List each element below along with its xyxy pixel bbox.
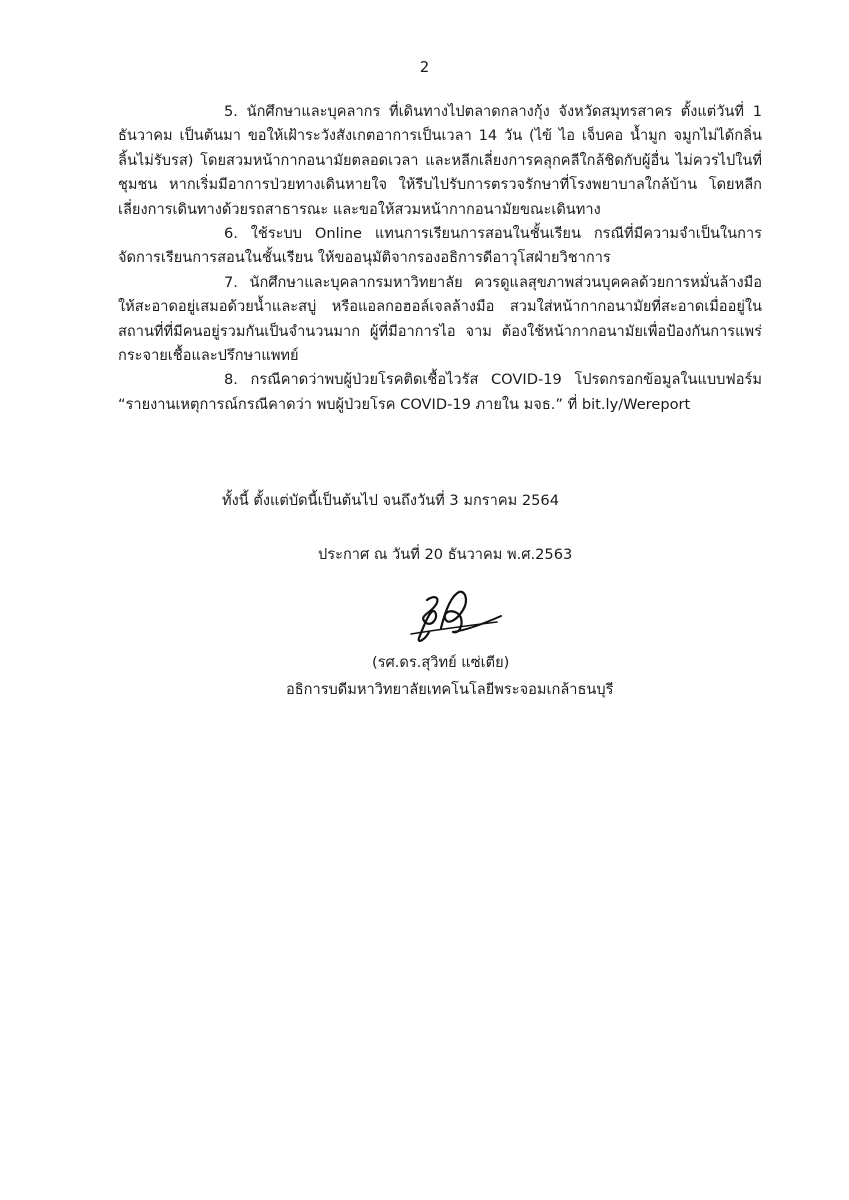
paragraph-item-5: 5. นักศึกษาและบุคลากร ที่เดินทางไปตลาดกลางกุ้ง จังหวัดสมุทรสาคร ตั้งแต่วันที่ 1 ธันวาคม เป็นต้นมา ขอให้เฝ้าระวังสังเกตอาการเป็นเวลา 14 วัน (ไข้ ไอ เจ็บคอ น้ำมูก จมูกไม่ได้กลิ่น ลิ้นไม่รับรส) โดยสวมหน้ากากอนามัยตลอดเวลา และหลีกเลี่ยงการคลุกคลีใกล้ชิดกับผู้อื่น ไม่ควรไปในที่ชุมชน หากเริ่มมีอาการป่วยทางเดินหายใจ ให้รีบไปรับการตรวจรักษาที่โรงพยาบาลใกล้บ้าน โดยหลีกเลี่ยงการเดินทางด้วยรถสาธารณะ และขอให้สวมหน้ากากอนามัยขณะเดินทาง <box>118 103 762 218</box>
announcement-date: ประกาศ ณ วันที่ 20 ธันวาคม พ.ศ.2563 <box>318 546 573 563</box>
signatory-position: อธิการบดีมหาวิทยาลัยเทคโนโลยีพระจอมเกล้าธนบุรี <box>286 681 614 698</box>
paragraph-item-7: 7. นักศึกษาและบุคลากรมหาวิทยาลัย ควรดูแลสุขภาพส่วนบุคคลด้วยการหมั่นล้างมือให้สะอาดอยู่เสมอด้วยน้ำและสบู่ หรือแอลกอฮอล์เจลล้างมือ สวมใส่หน้ากากอนามัยที่สะอาดเมื่ออยู่ในสถานที่ที่มีคนอยู่รวมกันเป็นจำนวนมาก ผู้ที่มีอาการไอ จาม ต้องใช้หน้ากากอนามัยเพื่อป้องกันการแพร่กระจายเชื้อและปรึกษาแพทย์ <box>118 273 762 365</box>
page-number: 2 <box>419 58 430 76</box>
effective-period-statement: ทั้งนี้ ตั้งแต่บัดนี้เป็นต้นไป จนถึงวันที่ 3 มกราคม 2564 <box>222 492 559 509</box>
signatory-name: (รศ.ดร.สุวิทย์ แซ่เตีย) <box>372 654 510 671</box>
handwritten-signature <box>405 588 505 648</box>
document-body <box>118 100 762 417</box>
paragraph-item-8: 8. กรณีคาดว่าพบผู้ป่วยโรคติดเชื้อไวรัส COVID-19 โปรดกรอกข้อมูลในแบบฟอร์ม “รายงานเหตุการณ์กรณีคาดว่า พบผู้ป่วยโรค COVID-19 ภายใน มจธ.” ที่ bit.ly/Wereport <box>118 371 762 413</box>
paragraph-item-6: 6. ใช้ระบบ Online แทนการเรียนการสอนในชั้นเรียน กรณีที่มีความจำเป็นในการจัดการเรียนการสอนในชั้นเรียน ให้ขออนุมัติจากรองอธิการดีอาวุโสฝ่ายวิชาการ <box>118 225 762 267</box>
